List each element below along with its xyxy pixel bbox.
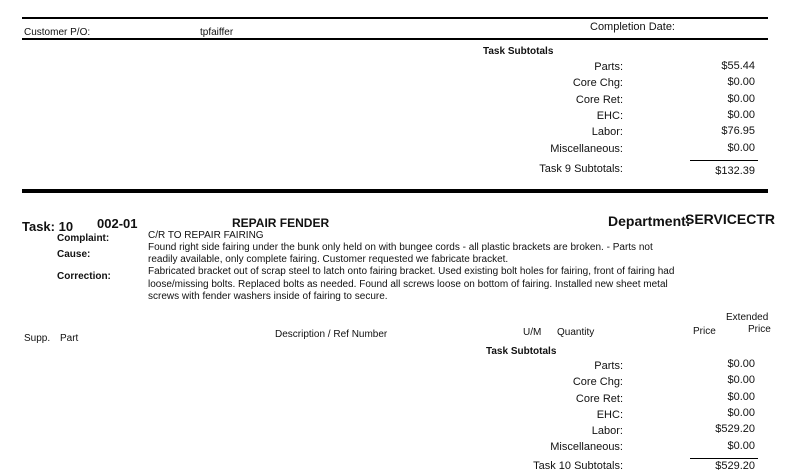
task9-core-chg-value: $0.00 — [727, 76, 755, 88]
col-extended-line2: Price — [748, 324, 771, 335]
col-supp: Supp. — [24, 333, 51, 344]
task-code: 002-01 — [97, 216, 138, 231]
task10-core-chg-label: Core Chg: — [572, 376, 623, 388]
task9-misc-value: $0.00 — [727, 142, 755, 154]
task9-total-value: $132.39 — [715, 165, 755, 177]
task9-labor-label: Labor: — [591, 126, 623, 138]
cause-text-line2: readily available, only complete fairing. Customer requested we fabricate bracket. — [148, 254, 509, 265]
task9-core-ret-label: Core Ret: — [575, 94, 623, 106]
task10-ehc-label: EHC: — [596, 409, 623, 421]
col-um: U/M — [523, 327, 542, 338]
task10-ehc-value: $0.00 — [727, 407, 755, 419]
task10-total-rule — [690, 458, 758, 459]
customer-po-label: Customer P/O: — [24, 27, 91, 38]
cause-text-line1: Found right side fairing under the bunk only held on with bungee cords - all plastic brackets are broken. - Parts not — [148, 242, 653, 253]
task10-labor-label: Labor: — [591, 425, 623, 437]
completion-date-label: Completion Date: — [590, 21, 675, 33]
top-rule — [22, 17, 768, 19]
complaint-text: C/R TO REPAIR FAIRING — [148, 230, 264, 241]
task9-subtotals-title: Task Subtotals — [483, 46, 554, 57]
customer-po-value: tpfaiffer — [200, 27, 234, 38]
header-rule — [22, 38, 768, 40]
task9-core-chg-label: Core Chg: — [572, 77, 623, 89]
task10-total-label: Task 10 Subtotals: — [533, 460, 623, 472]
task9-total-label: Task 9 Subtotals: — [539, 163, 623, 175]
col-quantity: Quantity — [557, 327, 595, 338]
task9-misc-label: Miscellaneous: — [550, 143, 623, 155]
task9-parts-label: Parts: — [594, 61, 623, 73]
task10-misc-value: $0.00 — [727, 440, 755, 452]
task10-parts-label: Parts: — [594, 360, 623, 372]
department-label: Department: — [608, 213, 691, 229]
task9-ehc-label: EHC: — [596, 110, 623, 122]
task10-core-ret-label: Core Ret: — [575, 393, 623, 405]
correction-label: Correction: — [57, 271, 111, 282]
col-extended-line1: Extended — [726, 312, 769, 323]
col-description: Description / Ref Number — [275, 329, 388, 340]
task9-labor-value: $76.95 — [721, 125, 755, 137]
cause-label: Cause: — [57, 249, 91, 260]
task10-core-chg-value: $0.00 — [727, 374, 755, 386]
task9-core-ret-value: $0.00 — [727, 93, 755, 105]
correction-text-line2: loose/missing bolts. Replaced bolts as needed. Found all screws loose on bottom of fairing. Installed new sheet metal — [148, 279, 668, 290]
section-separator-rule — [22, 189, 768, 193]
task10-core-ret-value: $0.00 — [727, 391, 755, 403]
task10-subtotals-title: Task Subtotals — [486, 346, 557, 357]
task10-parts-value: $0.00 — [727, 358, 755, 370]
correction-text-line3: screws with fender washers inside of fairing to secure. — [148, 291, 388, 302]
complaint-label: Complaint: — [57, 233, 110, 244]
task-title: REPAIR FENDER — [232, 216, 330, 230]
task10-labor-value: $529.20 — [715, 423, 755, 435]
correction-text-line1: Fabricated bracket out of scrap steel to latch onto fairing bracket. Used existing bolt holes for fairing, front of fairing had — [148, 266, 675, 277]
col-price: Price — [693, 326, 716, 337]
task-number: Task: 10 — [22, 219, 74, 234]
task10-misc-label: Miscellaneous: — [550, 441, 623, 453]
department-value: SERVICECTR — [685, 211, 775, 227]
col-part: Part — [60, 333, 79, 344]
task10-total-value: $529.20 — [715, 460, 755, 472]
task9-total-rule — [690, 160, 758, 161]
task9-ehc-value: $0.00 — [727, 109, 755, 121]
task9-parts-value: $55.44 — [721, 60, 755, 72]
